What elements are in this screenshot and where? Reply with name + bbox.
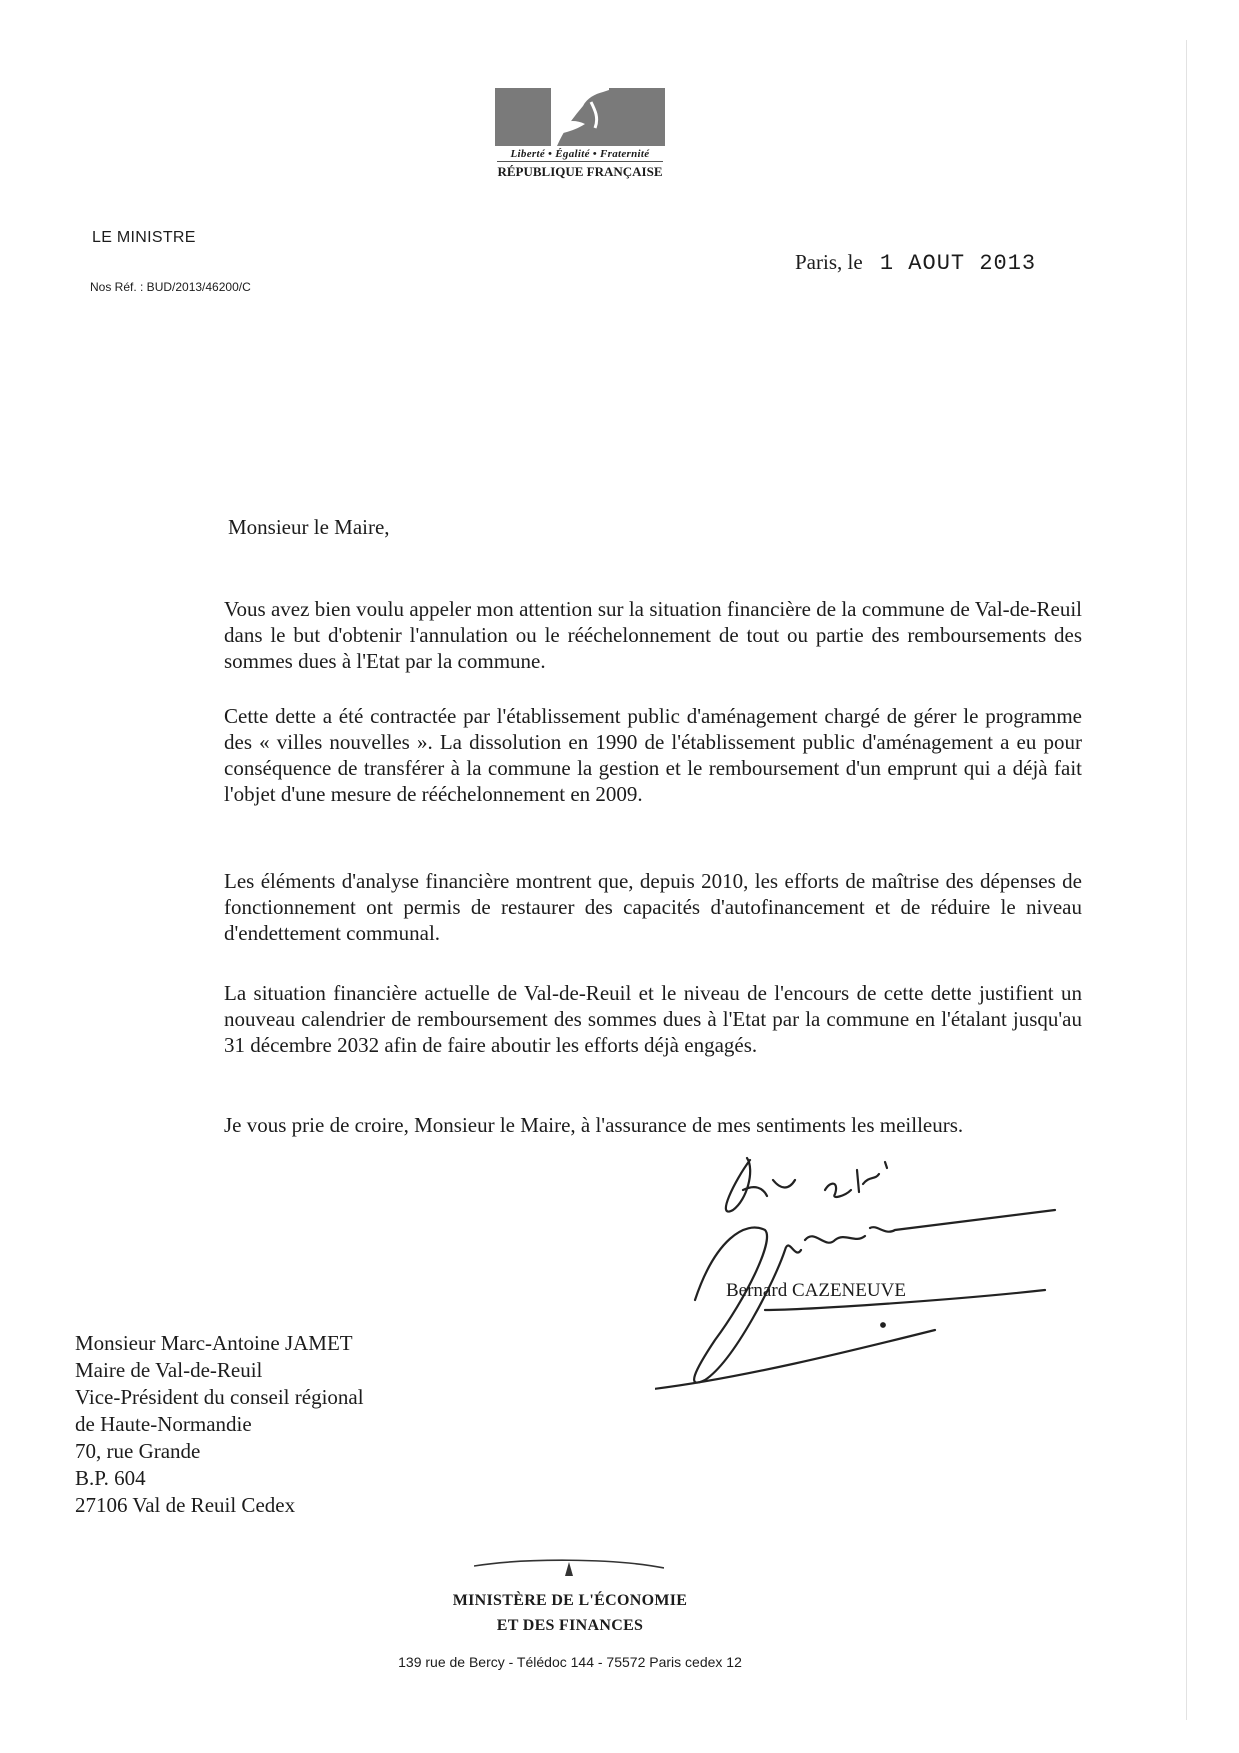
letter-paragraph: Vous avez bien voulu appeler mon attention sur la situation financière de la commune de Val-de-Reuil dans le but d'obtenir l'annulation ou le rééchelonnement de tout ou partie des remboursements des sommes dues à l'Etat par la commune. <box>224 597 1082 673</box>
reference-number: Nos Réf. : BUD/2013/46200/C <box>90 280 251 294</box>
minister-title: LE MINISTRE <box>92 229 196 246</box>
recipient-line: B.P. 604 <box>75 1466 146 1490</box>
ministry-emblem-icon <box>474 1554 664 1580</box>
republic-logo <box>480 88 680 181</box>
date-stamp: 1 AOUT 2013 <box>879 251 1037 276</box>
letter-paragraph: La situation financière actuelle de Val-de-Reuil et le niveau de l'encours de cette dette justifient un nouveau calendrier de remboursement des sommes dues à l'Etat par la commune en l'étalant jusqu'au 31 décembre 2032 afin de faire aboutir les efforts déjà engagés. <box>224 981 1082 1057</box>
recipient-line: 27106 Val de Reuil Cedex <box>75 1493 296 1517</box>
recipient-line: de Haute-Normandie <box>75 1412 252 1436</box>
signer-name: Bernard CAZENEUVE <box>726 1280 906 1301</box>
recipient-line: Vice-Président du conseil régional <box>75 1385 364 1409</box>
letter-paragraph: Les éléments d'analyse financière montrent que, depuis 2010, les efforts de maîtrise des dépenses de fonctionnement ont permis de restaurer des capacités d'autofinancement et de réduire le niveau d'endettement communal. <box>224 869 1082 945</box>
recipient-line: Monsieur Marc-Antoine JAMET <box>75 1331 353 1355</box>
republic-motto: Liberté • Égalité • Fraternité <box>510 148 650 160</box>
handwritten-signature <box>655 1140 1075 1400</box>
scan-edge-line <box>1186 40 1187 1720</box>
date-line <box>795 250 1036 276</box>
recipient-line: Maire de Val-de-Reuil <box>75 1358 263 1382</box>
salutation: Monsieur le Maire, <box>228 515 390 539</box>
republic-name: RÉPUBLIQUE FRANÇAISE <box>497 161 662 180</box>
recipient-line: 70, rue Grande <box>75 1439 201 1463</box>
letter-paragraph: Cette dette a été contractée par l'établissement public d'aménagement chargé de gérer le programme des « villes nouvelles ». La dissolution en 1990 de l'établissement public d'aménagement a eu pour conséquence de transférer à la commune la gestion et le remboursement d'un emprunt qui a déjà fait l'objet d'une mesure de rééchelonnement en 2009. <box>224 704 1082 806</box>
date-prefix: Paris, le <box>795 250 863 274</box>
recipient-address <box>75 1330 364 1519</box>
marianne-logo-icon <box>495 88 665 146</box>
ministry-name <box>420 1588 720 1638</box>
ministry-line: MINISTÈRE DE L'ÉCONOMIE <box>452 1592 688 1609</box>
ministry-address: 139 rue de Bercy - Télédoc 144 - 75572 Paris cedex 12 <box>398 1654 742 1670</box>
ministry-line: ET DES FINANCES <box>496 1617 644 1634</box>
closing-paragraph: Je vous prie de croire, Monsieur le Maire, à l'assurance de mes sentiments les meilleurs. <box>224 1113 964 1137</box>
